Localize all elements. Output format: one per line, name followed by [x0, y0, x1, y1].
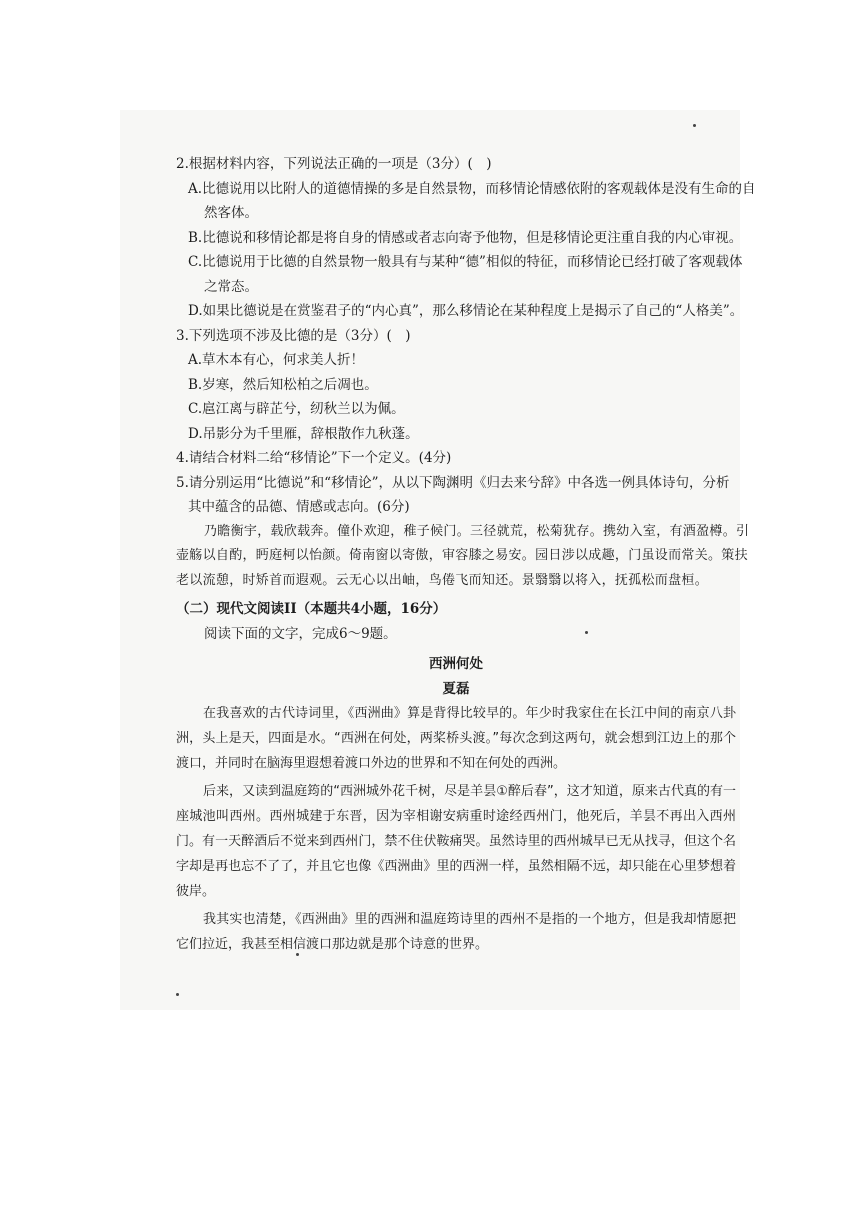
- question-3-option-c: C.扈江离与辟芷兮，纫秋兰以为佩。: [188, 401, 405, 417]
- question-5-line-1: 5.请分别运用“比德说”和“移情论”，从以下陶渊明《归去来兮辞》中各选一例具体诗句，分析: [176, 474, 730, 491]
- essay-paragraph-2: 后来，又读到温庭筠的“西洲城外花千树，尽是羊昙①醉后春”，这才知道，原来古代真的有一座城池叫西州。西州城建于东晋，因为宰相谢安病重时途经西州门，他死后，羊昙不再出入西州门。有一天醉酒后不觉来到西州门，禁不住伏鞍痛哭。虽然诗里的西州城早已无从找寻，但这个名字却是再也忘不了了，并且它也像《西洲曲》里的西洲一样，虽然相隔不远，却只能在心里梦想着彼岸。: [176, 784, 736, 899]
- question-5: [176, 471, 736, 520]
- question-2: [176, 152, 756, 324]
- question-2-option-c: C.比德说用于比德的自然景物一般具有与某种“德”相似的特征，而移情论已经打破了客观载体: [188, 254, 743, 270]
- section-2: [176, 597, 736, 646]
- question-3-option-d: D.吊影分为千里雁，辞根散作九秋蓬。: [188, 425, 419, 442]
- question-2-option-d: D.如果比德说是在赏鉴君子的“内心真”，那么移情论在某种程度上是揭示了自己的“人格美”。: [188, 303, 744, 319]
- question-2-option-b: B.比德说和移情论都是将自身的情感或者志向寄予他物，但是移情论更注重自我的内心审视。: [188, 229, 743, 246]
- essay-title: 西洲何处: [429, 656, 483, 672]
- question-2-option-a-cont: 然客体。: [204, 205, 258, 221]
- essay-author: 夏磊: [442, 680, 470, 697]
- question-5-line-2: 其中蕴含的品德、情感或志向。(6分): [188, 499, 410, 515]
- exam-content: [176, 152, 756, 960]
- section-2-instruction: 阅读下面的文字，完成6～9题。: [204, 625, 397, 642]
- question-2-option-a: A.比德说用以比附人的道德情操的多是自然景物，而移情论情感依附的客观载体是没有生命的自: [188, 180, 756, 197]
- poem-excerpt: [176, 520, 750, 594]
- poem-line-3: 老以流憩，时矫首而遐观。云无心以出岫，鸟倦飞而知还。景翳翳以将入，抚孤松而盘桓。: [176, 572, 709, 588]
- question-3-option-b: B.岁寒，然后知松柏之后凋也。: [188, 376, 378, 393]
- scan-speck: [693, 124, 696, 127]
- question-3: [176, 324, 736, 447]
- essay-paragraph-3: 我其实也清楚，《西洲曲》里的西洲和温庭筠诗里的西州不是指的一个地方，但是我却情愿把它们拉近，我甚至相信渡口那边就是那个诗意的世界。: [176, 912, 736, 952]
- poem-line-1: 乃瞻衡宇，载欣载奔。僮仆欢迎，稚子候门。三径就荒，松菊犹存。携幼入室，有酒盈樽。引: [204, 523, 750, 539]
- essay-body: [176, 701, 736, 957]
- question-4: 4.请结合材料二给“移情论”下一个定义。(4分): [176, 450, 452, 466]
- question-2-stem: 2.根据材料内容，下列说法正确的一项是（3分）( ): [176, 156, 492, 172]
- poem-line-2: 壶觞以自酌，眄庭柯以怡颜。倚南窗以寄傲，审容膝之易安。园日涉以成趣，门虽设而常关。策扶: [176, 548, 748, 563]
- section-2-heading: （二）现代文阅读II（本题共4小题，16分）: [176, 601, 447, 617]
- question-3-stem: 3.下列选项不涉及比德的是（3分）( ): [176, 327, 411, 344]
- essay-paragraph-1: 在我喜欢的古代诗词里，《西洲曲》算是背得比较早的。年少时我家住在长江中间的南京八卦洲，头上是天，四面是水。“西洲在何处，两桨桥头渡。”每次念到这两句，就会想到江边上的那个渡口，并同时在脑海里遐想着渡口外边的世界和不知在何处的西洲。: [176, 706, 736, 771]
- question-2-option-c-cont: 之常态。: [204, 278, 258, 295]
- question-3-option-a: A.草木本有心，何求美人折！: [188, 352, 365, 368]
- scan-speck: [176, 993, 179, 996]
